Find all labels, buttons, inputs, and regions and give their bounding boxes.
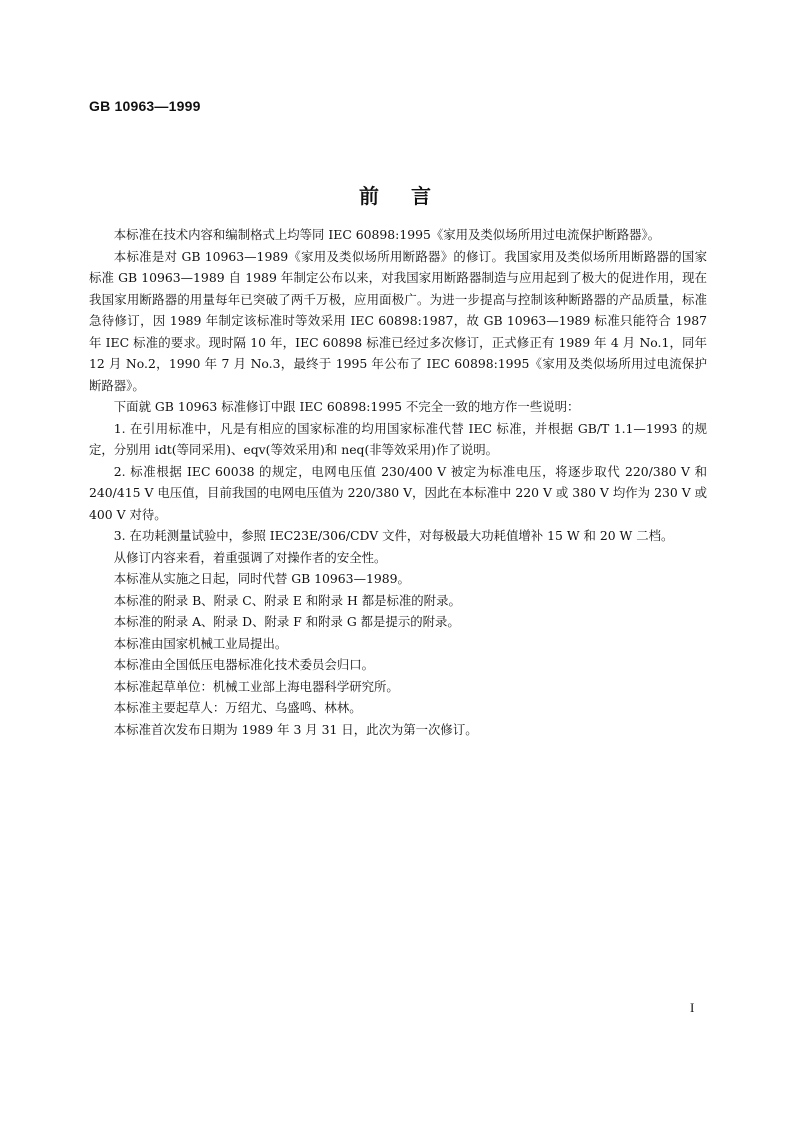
paragraph-drafting-unit: 本标准起草单位：机械工业部上海电器科学研究所。 — [113, 678, 399, 694]
paragraph-note-1: 1. 在引用标准中，凡是有相应的国家标准的均用国家标准代替 IEC 标准，并根据 GB/T 1.1—1993 的规定，分别用 idt(等同采用)、eqv(等效采用)和 neq(非等效采用)作了说明。 — [89, 420, 707, 457]
preface-body — [89, 224, 707, 740]
paragraph-technical-committee: 本标准由全国低压电器标准化技术委员会归口。 — [113, 657, 374, 672]
page-number: I — [690, 1000, 695, 1015]
paragraph-revision-background: 本标准是对 GB 10963—1989《家用及类似场所用断路器》的修订。我国家用及类似场所用断路器的国家标准 GB 10963—1989 自 1989 年制定公布以来，对我国家用断路器制造与应用起到了极大的促进作用，现在我国家用断路器的用量每年已突破了两千万极，应用面极广。为进一步提高与控制该种断路器的产品质量，标准急待修订，因 1989 年制定该标准时等效采用 IEC 60898:1987，故 GB 10963—1989 标准只能符合 1987 年 IEC 标准的要求。现时隔 10 年，IEC 60898 标准已经过多次修订，正式修正有 1989 年 4 月 No.1，同年 12 月 No.2，1990 年 7 月 No.3，最终于 1995 年公布了 IEC 60898:1995《家用及类似场所用过电流保护断路器》。 — [89, 248, 707, 393]
paragraph-drafters: 本标准主要起草人：万绍尤、乌盛鸣、林林。 — [113, 700, 362, 715]
standard-code-header: GB 10963—1999 — [89, 98, 201, 114]
paragraph-note-3: 3. 在功耗测量试验中，参照 IEC23E/306/CDV 文件，对每极最大功耗值增补 15 W 和 20 W 二档。 — [113, 528, 674, 543]
paragraph-first-issue: 本标准首次发布日期为 1989 年 3 月 31 日，此次为第一次修订。 — [113, 721, 478, 737]
page-title: 前言 — [359, 184, 463, 208]
paragraph-differences-intro: 下面就 GB 10963 标准修订中跟 IEC 60898:1995 不完全一致的地方作一些说明： — [113, 399, 580, 414]
paragraph-normative-annexes: 本标准的附录 B、附录 C、附录 E 和附录 H 都是标准的附录。 — [113, 592, 461, 608]
paragraph-equivalence: 本标准在技术内容和编制格式上均等同 IEC 60898:1995《家用及类似场所用过电流保护断路器》。 — [113, 227, 661, 242]
paragraph-informative-annexes: 本标准的附录 A、附录 D、附录 F 和附录 G 都是提示的附录。 — [113, 614, 460, 629]
paragraph-safety: 从修订内容来看，着重强调了对操作者的安全性。 — [113, 549, 387, 565]
paragraph-replaces: 本标准从实施之日起，同时代替 GB 10963—1989。 — [113, 571, 410, 586]
paragraph-proposed-by: 本标准由国家机械工业局提出。 — [113, 635, 288, 651]
paragraph-note-2: 2. 标准根据 IEC 60038 的规定，电网电压值 230/400 V 被定为标准电压，将逐步取代 220/380 V 和 240/415 V 电压值，目前我国的电网电压值为 220/380 V，因此在本标准中 220 V 或 380 V 均作为 230 V 或 400 V 对待。 — [89, 463, 707, 522]
